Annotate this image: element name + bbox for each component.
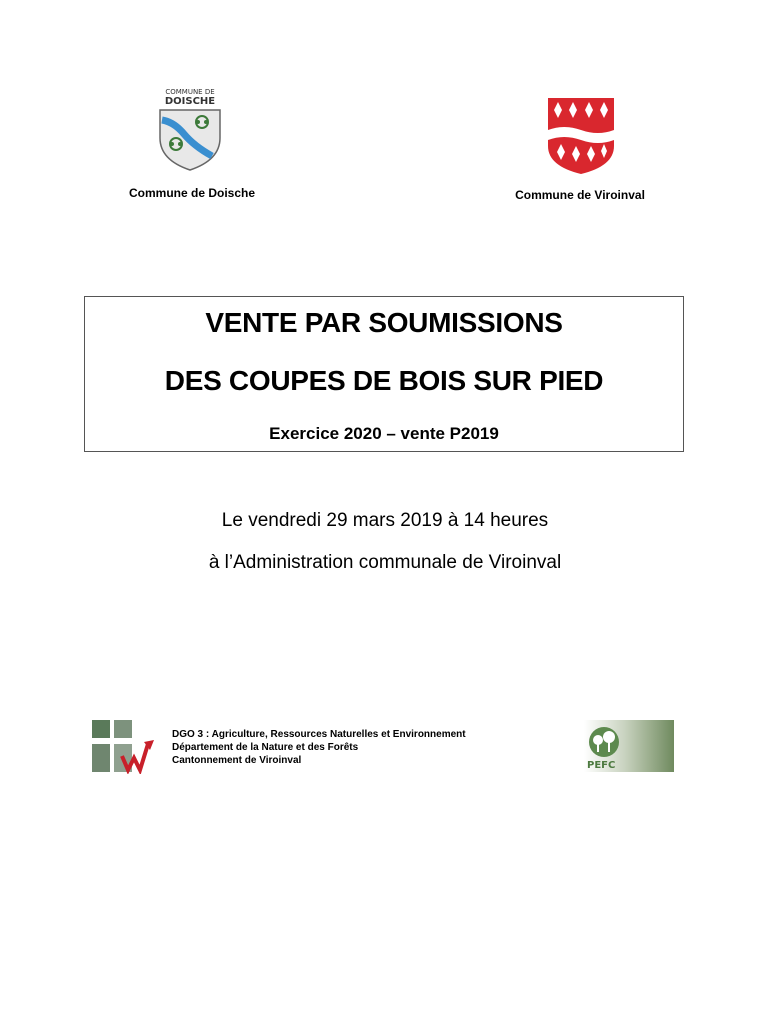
- doische-logo-text-2: DOISCHE: [164, 96, 216, 107]
- doische-coat-of-arms: [154, 86, 226, 172]
- dgo-line-1: DGO 3 : Agriculture, Ressources Naturelles et Environnement: [172, 729, 466, 740]
- event-place: à l’Administration communale de Viroinval: [208, 552, 562, 573]
- pefc-label: PEFC: [587, 760, 616, 771]
- title-line-2: DES COUPES DE BOIS SUR PIED: [164, 365, 604, 396]
- title-line-1: VENTE PAR SOUMISSIONS: [205, 307, 563, 338]
- dgo-department-block: [172, 728, 466, 767]
- title-box: [84, 296, 684, 452]
- doische-logo-text-1: COMMUNE DE: [165, 88, 215, 96]
- viroinval-caption: Commune de Viroinval: [515, 188, 645, 202]
- event-date: Le vendredi 29 mars 2019 à 14 heures: [221, 510, 549, 531]
- title-subtitle: Exercice 2020 – vente P2019: [269, 424, 499, 443]
- viroinval-coat-of-arms: [546, 96, 616, 176]
- doische-caption: Commune de Doische: [128, 186, 256, 200]
- spw-dnf-logo: [92, 720, 154, 774]
- dgo-line-2: Département de la Nature et des Forêts: [172, 742, 359, 753]
- pefc-logo: [584, 720, 674, 772]
- dgo-line-3: Cantonnement de Viroinval: [172, 755, 302, 766]
